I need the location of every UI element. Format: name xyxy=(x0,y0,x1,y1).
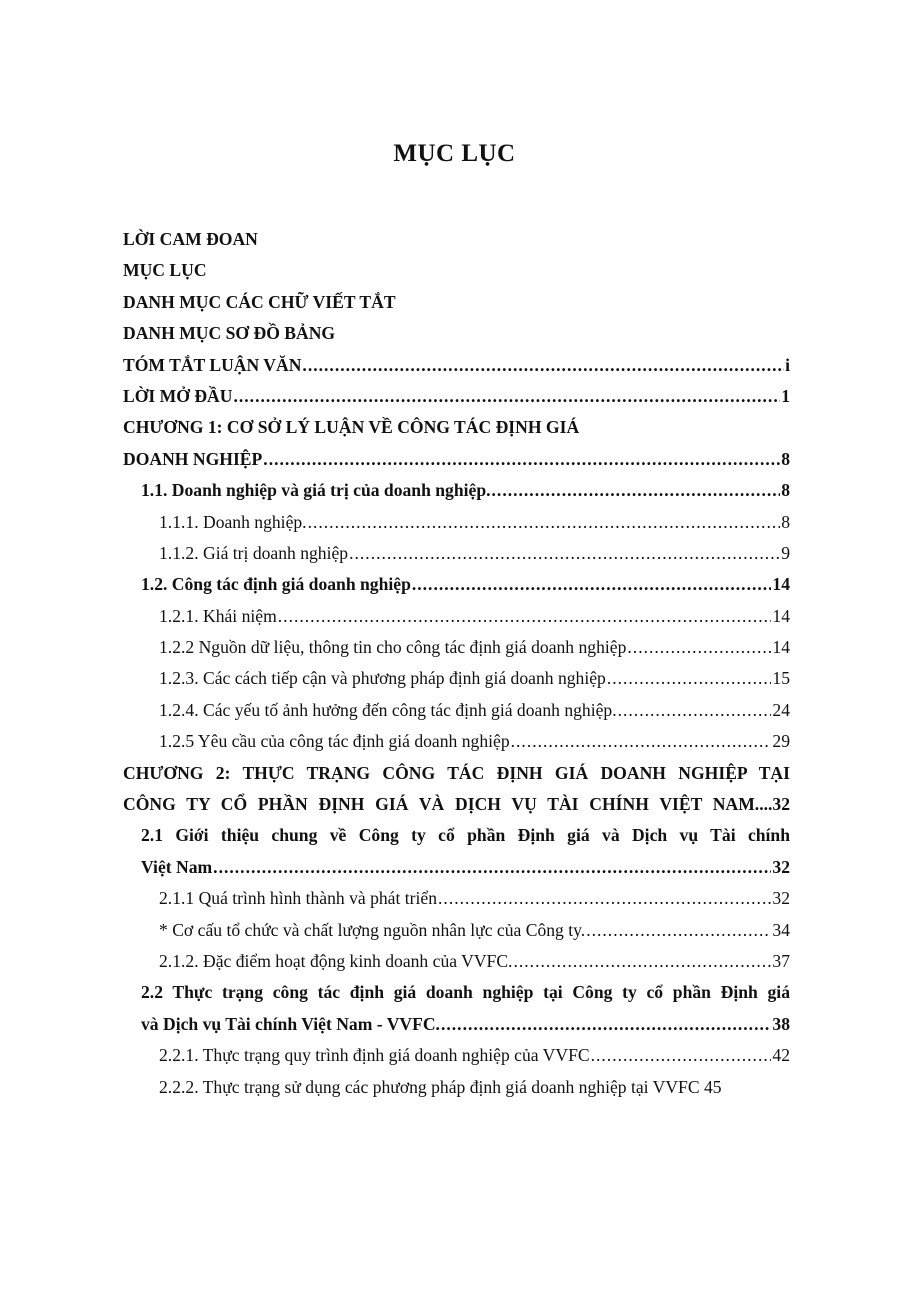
toc-entry-page: 8 xyxy=(781,448,790,469)
dot-leader xyxy=(302,350,784,381)
toc-entry xyxy=(123,758,790,789)
toc-entry xyxy=(123,444,790,475)
toc-entry-text: 1.1.2. Giá trị doanh nghiệp xyxy=(159,542,349,563)
toc-entry-text: 2.2.1. Thực trạng quy trình định giá doanh nghiệp của VVFC xyxy=(159,1045,590,1066)
toc-entry-text: CHƯƠNG 1: CƠ SỞ LÝ LUẬN VỀ CÔNG TÁC ĐỊNH GIÁ xyxy=(123,417,580,438)
toc-entry-text: 1.2.3. Các cách tiếp cận và phương pháp định giá doanh nghiệp xyxy=(159,668,606,689)
toc-entry-text: TÓM TẮT LUẬN VĂN xyxy=(123,354,302,375)
toc-entry-page: 8 xyxy=(781,511,790,532)
toc-entry-text: 2.2 Thực trạng công tác định giá doanh nghiệp tại Công ty cổ phần Định giá xyxy=(141,982,790,1003)
dot-leader xyxy=(586,915,771,946)
dot-leader xyxy=(213,852,771,883)
toc-entry xyxy=(123,287,790,318)
dot-leader xyxy=(412,569,772,600)
toc-entry-text: 2.1.1 Quá trình hình thành và phát triển xyxy=(159,888,438,909)
toc-entry-text: DOANH NGHIỆP xyxy=(123,448,263,469)
toc-entry-text: 1.1. Doanh nghiệp và giá trị của doanh nghiệp. xyxy=(141,480,491,501)
dot-leader xyxy=(492,475,781,506)
toc-entry xyxy=(123,883,790,914)
toc-entry-page: 14 xyxy=(772,637,790,658)
toc-entry-page: i xyxy=(785,354,790,375)
toc-entry-text: 2.1.2. Đặc điểm hoạt động kinh doanh của VVFC. xyxy=(159,950,513,971)
toc-entry-text: 1.2. Công tác định giá doanh nghiệp xyxy=(141,574,411,595)
dot-leader xyxy=(607,663,772,694)
toc-entry-text: LỜI CAM ĐOAN xyxy=(123,229,258,249)
toc-entry-page: 15 xyxy=(772,668,790,689)
dot-leader xyxy=(627,632,771,663)
toc-entry-page: 24 xyxy=(772,699,790,720)
toc-entry-page: 29 xyxy=(772,731,790,752)
toc-entry-page: 32 xyxy=(772,856,790,877)
toc-entry xyxy=(123,255,790,286)
dot-leader xyxy=(513,946,771,977)
toc-entry xyxy=(123,318,790,349)
toc-entry-page: 32 xyxy=(772,888,790,909)
dot-leader xyxy=(618,695,772,726)
toc-entry xyxy=(123,1009,790,1040)
toc-entry-page: 38 xyxy=(772,1013,790,1034)
toc-entry xyxy=(123,507,790,538)
toc-entry-text: 1.1.1. Doanh nghiệp. xyxy=(159,511,307,532)
toc-entry xyxy=(123,726,790,757)
toc-entry xyxy=(123,632,790,663)
toc-entry xyxy=(123,977,790,1008)
toc-entry xyxy=(123,852,790,883)
toc-entry-page: 8 xyxy=(781,480,790,501)
toc-entry-page: 14 xyxy=(772,574,790,595)
toc-entry xyxy=(123,789,790,820)
toc-entry-page: 14 xyxy=(772,605,790,626)
dot-leader xyxy=(591,1040,772,1071)
toc-entry-text: 1.2.1. Khái niệm xyxy=(159,605,277,626)
toc-entry-text: Việt Nam xyxy=(141,856,213,877)
page-title: MỤC LỤC xyxy=(393,140,516,167)
toc-entry xyxy=(123,695,790,726)
toc-entry-page: 34 xyxy=(772,919,790,940)
dot-leader xyxy=(263,444,780,475)
toc-entry xyxy=(123,350,790,381)
dot-leader xyxy=(233,381,780,412)
toc-entry-text: 2.2.2. Thực trạng sử dụng các phương pháp định giá doanh nghiệp tại VVFC 45 xyxy=(159,1076,722,1097)
toc-entry xyxy=(123,820,790,851)
toc-entry-text: 1.2.4. Các yếu tố ảnh hưởng đến công tác định giá doanh nghiệp. xyxy=(159,699,617,720)
toc-entry-text: 1.2.5 Yêu cầu của công tác định giá doanh nghiệp xyxy=(159,731,510,752)
toc-entry-text: 1.2.2 Nguồn dữ liệu, thông tin cho công tác định giá doanh nghiệp xyxy=(159,637,627,658)
toc-entry-page: 9 xyxy=(781,542,790,563)
dot-leader xyxy=(511,726,772,757)
toc-entry xyxy=(123,1040,790,1071)
toc-entry-text: MỤC LỤC xyxy=(123,260,207,281)
toc-entry-text: * Cơ cấu tổ chức và chất lượng nguồn nhân lực của Công ty. xyxy=(159,919,586,940)
toc-entry-page: 42 xyxy=(772,1045,790,1066)
table-of-contents xyxy=(123,224,790,1103)
toc-entry-text: 2.1 Giới thiệu chung về Công ty cổ phần Định giá và Dịch vụ Tài chính xyxy=(141,825,790,846)
toc-entry xyxy=(123,663,790,694)
toc-entry xyxy=(123,475,790,506)
toc-entry xyxy=(123,946,790,977)
toc-entry-text: CHƯƠNG 2: THỰC TRẠNG CÔNG TÁC ĐỊNH GIÁ DOANH NGHIỆP TẠI xyxy=(123,762,790,783)
toc-entry xyxy=(123,601,790,632)
toc-entry-text: CÔNG TY CỔ PHẦN ĐỊNH GIÁ VÀ DỊCH VỤ TÀI CHÍNH VIỆT NAM....32 xyxy=(123,794,790,815)
toc-entry-text: LỜI MỞ ĐẦU xyxy=(123,385,233,406)
dot-leader xyxy=(278,601,772,632)
toc-entry xyxy=(123,538,790,569)
toc-entry-page: 1 xyxy=(781,385,790,406)
toc-entry-text: DANH MỤC CÁC CHỮ VIẾT TẮT xyxy=(123,291,396,312)
toc-entry-text: và Dịch vụ Tài chính Việt Nam - VVFC. xyxy=(141,1013,440,1034)
toc-entry xyxy=(123,224,790,255)
toc-entry xyxy=(123,412,790,443)
toc-entry-text: DANH MỤC SƠ ĐỒ BẢNG xyxy=(123,323,336,344)
dot-leader xyxy=(438,883,771,914)
toc-entry xyxy=(123,915,790,946)
toc-entry xyxy=(123,569,790,600)
toc-entry xyxy=(123,1072,790,1103)
toc-entry xyxy=(123,381,790,412)
dot-leader xyxy=(441,1009,771,1040)
toc-entry-page: 37 xyxy=(772,950,790,971)
dot-leader xyxy=(349,538,780,569)
dot-leader xyxy=(308,507,781,538)
